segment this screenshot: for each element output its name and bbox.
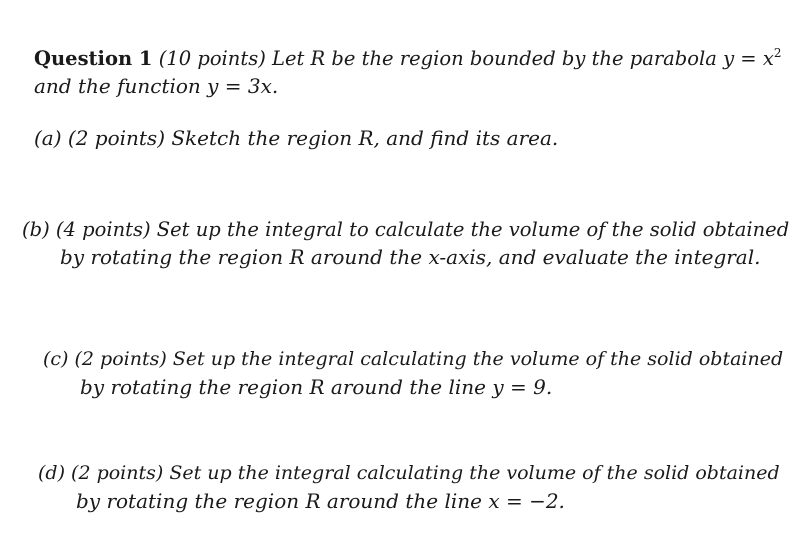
part-c-line2: by rotating the region R around the line y = 9. <box>80 375 553 399</box>
part-b-line1: (b) (4 points) Set up the integral to calculate the volume of the solid obtained <box>22 218 790 241</box>
question-intro-line2: and the function y = 3x. <box>34 74 279 98</box>
question-points: (10 points) <box>158 47 266 70</box>
part-c-line1: (c) (2 points) Set up the integral calculating the volume of the solid obtained <box>43 348 784 370</box>
question-header <box>34 47 781 71</box>
part-a-line1: (a) (2 points) Sketch the region R, and find its area. <box>34 126 559 150</box>
question-title: Question 1 <box>34 47 153 70</box>
part-d-line2: by rotating the region R around the line x = −2. <box>76 489 565 513</box>
part-b-line2: by rotating the region R around the x-axis, and evaluate the integral. <box>60 245 761 269</box>
exponent: 2 <box>773 46 782 60</box>
part-d-line1: (d) (2 points) Set up the integral calculating the volume of the solid obtained <box>38 462 780 484</box>
question-intro-line1: Let R be the region bounded by the parabola y = x <box>272 47 774 70</box>
